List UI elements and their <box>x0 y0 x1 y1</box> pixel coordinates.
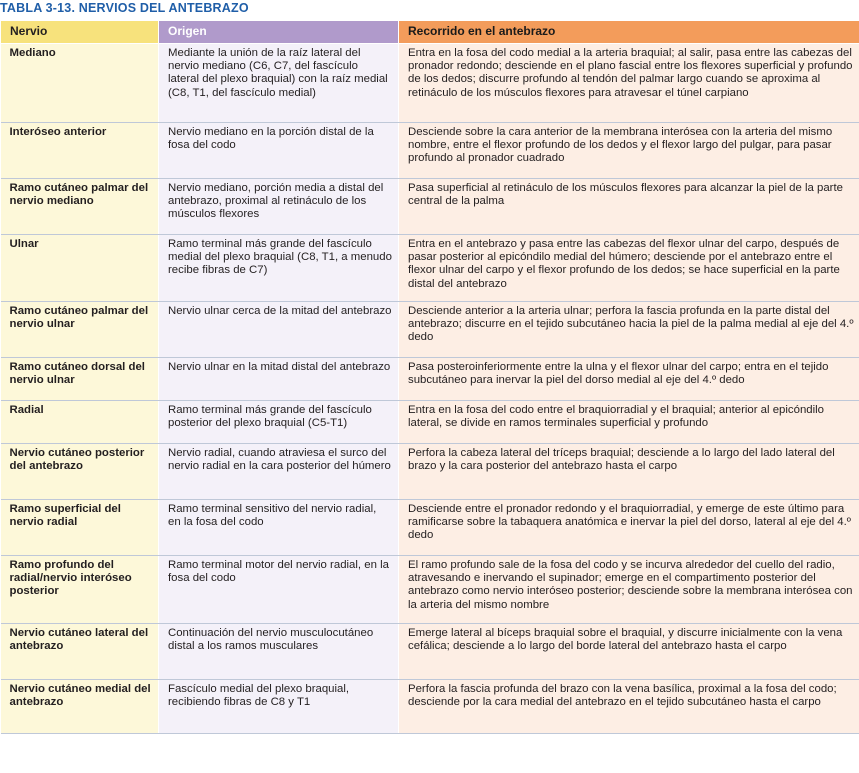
header-course: Recorrido en el antebrazo <box>399 21 859 44</box>
nerve-cell: Nervio cutáneo medial del antebrazo <box>1 680 159 734</box>
nerve-cell: Ramo cutáneo dorsal del nervio ulnar <box>1 358 159 401</box>
table-row <box>1 680 859 734</box>
course-cell: Desciende entre el pronador redondo y el braquiorradial, y emerge de este último para ramificarse sobre la tabaquera anatómica e inervar la piel del dorso, lateral al eje del 4.º dedo <box>399 500 859 556</box>
nerve-cell: Ramo superficial del nervio radial <box>1 500 159 556</box>
table-row <box>1 179 859 235</box>
nerve-cell: Nervio cutáneo posterior del antebrazo <box>1 444 159 500</box>
header-origin: Origen <box>159 21 399 44</box>
table-row <box>1 358 859 401</box>
origin-cell: Nervio mediano en la porción distal de la fosa del codo <box>159 123 399 179</box>
origin-cell: Nervio mediano, porción media a distal del antebrazo, proximal al retináculo de los músculos flexores <box>159 179 399 235</box>
course-cell: Entra en la fosa del codo entre el braquiorradial y el braquial; anterior al epicóndilo lateral, se divide en ramos terminales superficial y profundo <box>399 401 859 444</box>
origin-cell: Ramo terminal más grande del fascículo medial del plexo braquial (C8, T1, a menudo recibe fibras de C7) <box>159 235 399 302</box>
nerve-cell: Ramo cutáneo palmar del nervio ulnar <box>1 302 159 358</box>
origin-cell: Nervio ulnar cerca de la mitad del antebrazo <box>159 302 399 358</box>
origin-cell: Nervio ulnar en la mitad distal del antebrazo <box>159 358 399 401</box>
table-row <box>1 556 859 624</box>
nerve-cell: Mediano <box>1 44 159 123</box>
origin-cell: Fascículo medial del plexo braquial, recibiendo fibras de C8 y T1 <box>159 680 399 734</box>
table-row <box>1 500 859 556</box>
table-row <box>1 44 859 123</box>
table-row <box>1 235 859 302</box>
origin-cell: Continuación del nervio musculocutáneo distal a los ramos musculares <box>159 624 399 680</box>
nerve-cell: Nervio cutáneo lateral del antebrazo <box>1 624 159 680</box>
origin-cell: Mediante la unión de la raíz lateral del nervio mediano (C6, C7, del fascículo lateral del plexo braquial) con la raíz medial (C8, T1, del fascículo medial) <box>159 44 399 123</box>
table-row <box>1 624 859 680</box>
header-row <box>1 21 859 44</box>
nerve-cell: Ulnar <box>1 235 159 302</box>
course-cell: Desciende anterior a la arteria ulnar; perfora la fascia profunda en la parte distal del antebrazo; discurre en el tejido subcutáneo hacia la piel de la palma medial al eje del 4.º dedo <box>399 302 859 358</box>
course-cell: Perfora la cabeza lateral del tríceps braquial; desciende a lo largo del lado lateral del brazo y la cara posterior del antebrazo hasta el carpo <box>399 444 859 500</box>
table-row <box>1 123 859 179</box>
origin-cell: Nervio radial, cuando atraviesa el surco del nervio radial en la cara posterior del húmero <box>159 444 399 500</box>
course-cell: Desciende sobre la cara anterior de la membrana interósea con la arteria del mismo nombre, entre el flexor profundo de los dedos y el flexor largo del pulgar, para pasar profundo al pronador cuadrado <box>399 123 859 179</box>
table-row <box>1 444 859 500</box>
origin-cell: Ramo terminal sensitivo del nervio radial, en la fosa del codo <box>159 500 399 556</box>
course-cell: Entra en la fosa del codo medial a la arteria braquial; al salir, pasa entre las cabezas del pronador redondo; desciende en el plano fascial entre los flexores superficial y profundo de los dedos; discurre profundo al tendón del palmar largo cuando se aproxima al retináculo de los músculos flexores para atravesar el túnel carpiano <box>399 44 859 123</box>
course-cell: Pasa posteroinferiormente entre la ulna y el flexor ulnar del carpo; entra en el tejido subcutáneo para inervar la piel del dorso medial al eje del 4.º dedo <box>399 358 859 401</box>
nerve-cell: Interóseo anterior <box>1 123 159 179</box>
origin-cell: Ramo terminal más grande del fascículo posterior del plexo braquial (C5-T1) <box>159 401 399 444</box>
course-cell: Perfora la fascia profunda del brazo con la vena basílica, proximal a la fosa del codo; desciende por la cara medial del antebrazo en el tejido subcutáneo hasta el carpo <box>399 680 859 734</box>
course-cell: Emerge lateral al bíceps braquial sobre el braquial, y discurre inicialmente con la vena cefálica; desciende a lo largo del borde lateral del antebrazo hasta el carpo <box>399 624 859 680</box>
course-cell: El ramo profundo sale de la fosa del codo y se incurva alrededor del cuello del radio, atravesando e inervando el supinador; emerge en el compartimento posterior del antebrazo como nervio interóseo posterior; desciende sobre la membrana interósea con la arteria del mismo nombre <box>399 556 859 624</box>
course-cell: Pasa superficial al retináculo de los músculos flexores para alcanzar la piel de la parte central de la palma <box>399 179 859 235</box>
table-title: TABLA 3-13. NERVIOS DEL ANTEBRAZO <box>0 1 249 15</box>
course-cell: Entra en el antebrazo y pasa entre las cabezas del flexor ulnar del carpo, después de pasar posterior al epicóndilo medial del húmero; desciende por el antebrazo entre el flexor ulnar del carpo y el flexor profundo de los dedos; se hace superficial en la parte distal del antebrazo <box>399 235 859 302</box>
header-nerve: Nervio <box>1 21 159 44</box>
nerve-cell: Ramo profundo del radial/nervio interóseo posterior <box>1 556 159 624</box>
table-row <box>1 401 859 444</box>
nerve-cell: Ramo cutáneo palmar del nervio mediano <box>1 179 159 235</box>
nerves-table <box>0 20 859 734</box>
table-row <box>1 302 859 358</box>
origin-cell: Ramo terminal motor del nervio radial, en la fosa del codo <box>159 556 399 624</box>
nerve-cell: Radial <box>1 401 159 444</box>
